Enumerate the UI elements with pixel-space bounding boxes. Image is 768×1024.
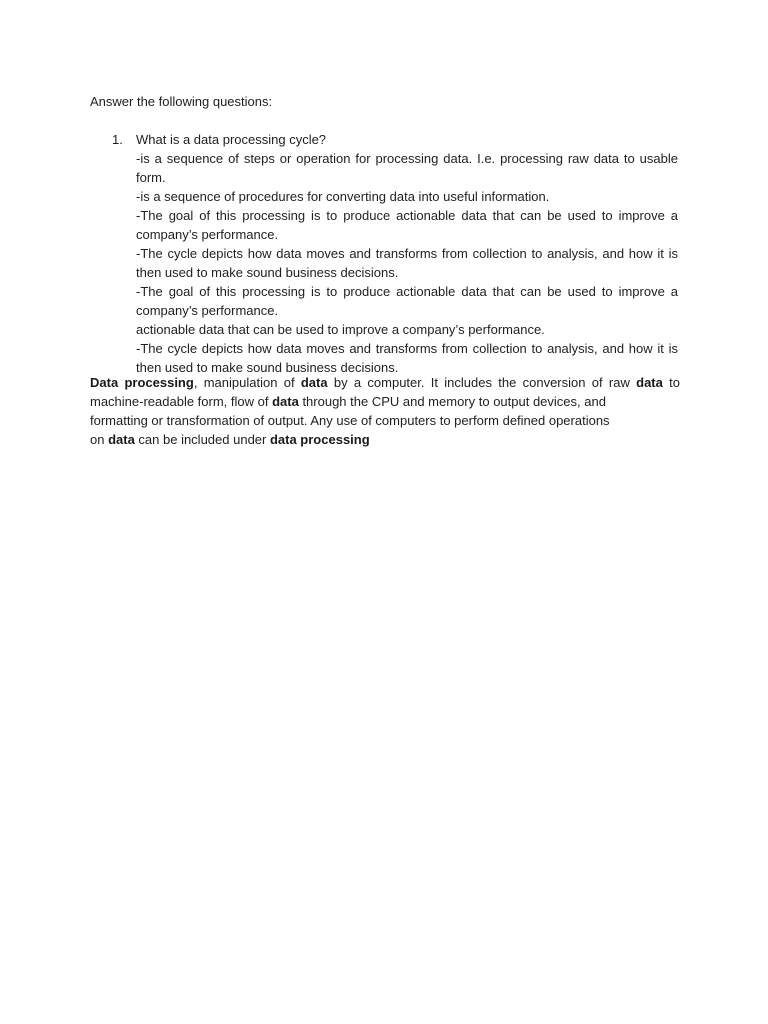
- bold-term: Data processing: [90, 375, 194, 390]
- answer-line: -The goal of this processing is to produce actionable data that can be used to improve a company’s performance.: [136, 208, 678, 242]
- bold-term: data: [636, 375, 663, 390]
- definition-text: , manipulation of: [193, 375, 301, 390]
- definition-line: [90, 430, 680, 449]
- question-list: [90, 130, 678, 377]
- definition-text: on: [90, 432, 109, 447]
- bold-term: data processing: [269, 432, 370, 447]
- question-item: [90, 130, 678, 377]
- definition-text: can be included under: [134, 432, 270, 447]
- question-text: What is a data processing cycle?: [136, 132, 327, 147]
- instructions-heading: Answer the following questions:: [90, 94, 273, 109]
- definition-line: [90, 411, 680, 430]
- answer-line: -The cycle depicts how data moves and transforms from collection to analysis, and how it is then used to make sound business decisions.: [136, 341, 678, 375]
- question-body: [136, 130, 678, 377]
- answer-line: -The cycle depicts how data moves and transforms from collection to analysis, and how it is then used to make sound business decisions.: [136, 246, 678, 280]
- bold-term: data: [300, 375, 328, 390]
- bold-term: data: [108, 432, 135, 447]
- bold-term: data: [272, 394, 299, 409]
- definition-text: through the CPU and memory to output devices, and: [298, 394, 606, 409]
- definition-paragraph: [90, 373, 680, 449]
- definition-text: formatting or transformation of output. Any use of computers to perform defined operations: [90, 413, 610, 428]
- answer-line: -is a sequence of procedures for converting data into useful information.: [136, 189, 550, 204]
- answer-line: -The goal of this processing is to produce actionable data that can be used to improve a company’s performance.: [136, 284, 678, 318]
- definition-line: [90, 373, 680, 392]
- definition-text: machine-readable form, flow of: [90, 394, 273, 409]
- answer-line: -is a sequence of steps or operation for processing data. I.e. processing raw data to usable form.: [136, 151, 678, 185]
- definition-text: by a computer. It includes the conversion of raw: [327, 375, 637, 390]
- definition-text: to: [662, 375, 680, 390]
- definition-line: [90, 392, 680, 411]
- answer-line: actionable data that can be used to improve a company’s performance.: [136, 322, 545, 337]
- question-number: 1.: [112, 132, 123, 147]
